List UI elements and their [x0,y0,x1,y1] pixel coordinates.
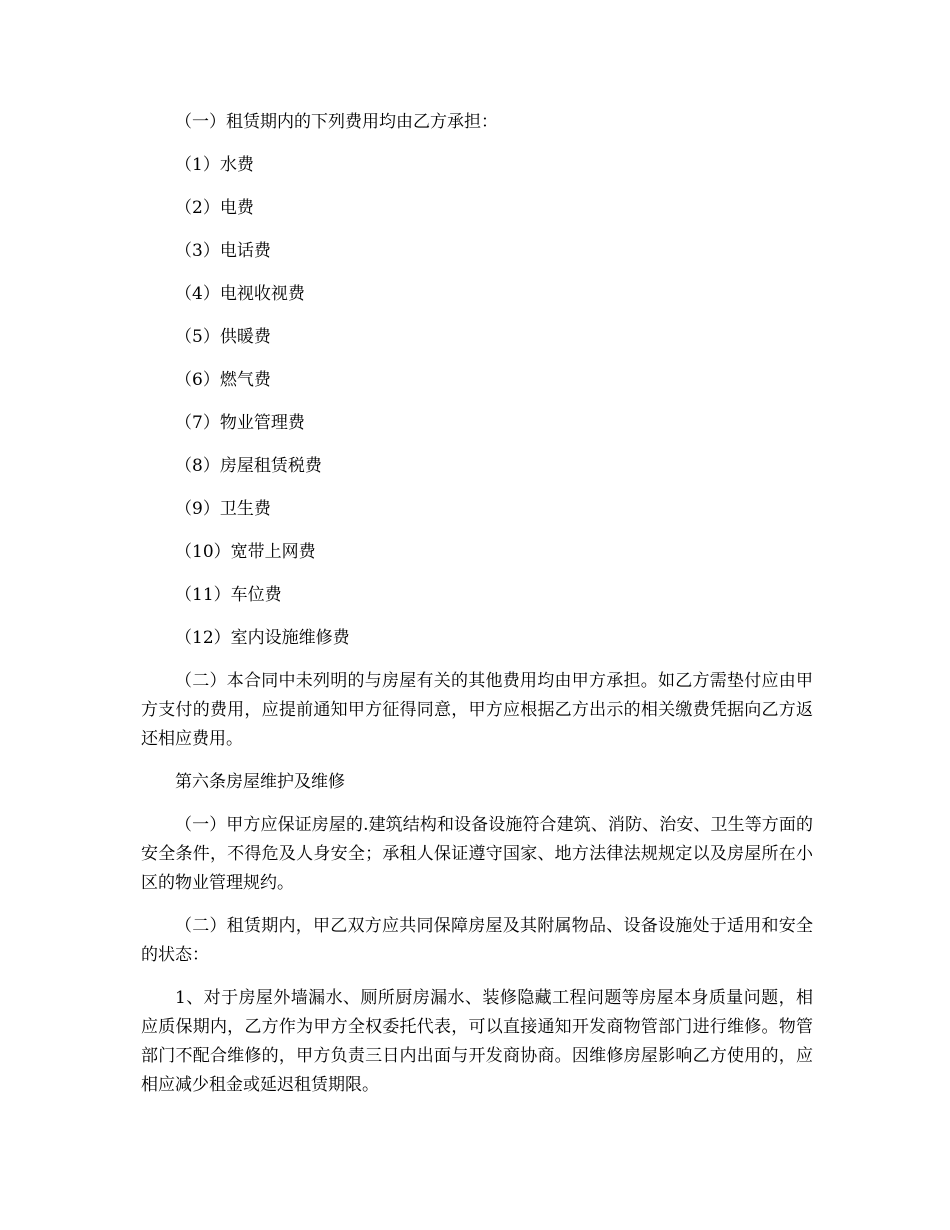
fee-list [141,151,813,653]
fee-item: （3）电话费 [175,241,271,261]
fee-item: （2）电费 [175,198,254,218]
article-6-heading: 第六条房屋维护及维修 [175,772,345,792]
fee-item: （10）宽带上网费 [175,542,316,562]
fee-item: （1）水费 [175,155,254,175]
fee-item: （4）电视收视费 [175,284,305,304]
fee-item: （12）室内设施维修费 [175,628,350,648]
other-fees-paragraph: （二）本合同中未列明的与房屋有关的其他费用均由甲方承担。如乙方需垫付应由甲方支付的费用，应提前通知甲方征得同意，甲方应根据乙方出示的相关缴费凭据向乙方返还相应费用。 [141,671,813,749]
fee-item: （6）燃气费 [175,370,271,390]
fee-item: （11）车位费 [175,585,282,605]
fee-item: （7）物业管理费 [175,413,305,433]
article-6-paragraph-3: 1、对于房屋外墙漏水、厕所厨房漏水、装修隐藏工程问题等房屋本身质量问题，相应质保期内，乙方作为甲方全权委托代表，可以直接通知开发商物管部门进行维修。物管部门不配合维修的，甲方负责三日内出面与开发商协商。因维修房屋影响乙方使用的，应相应减少租金或延迟租赁期限。 [141,988,813,1095]
fees-intro: （一）租赁期内的下列费用均由乙方承担： [175,112,498,132]
article-6-paragraph-2: （二）租赁期内，甲乙双方应共同保障房屋及其附属物品、设备设施处于适用和安全的状态： [141,916,813,965]
article-6-paragraph-1: （一）甲方应保证房屋的.建筑结构和设备设施符合建筑、消防、治安、卫生等方面的安全条件，不得危及人身安全；承租人保证遵守国家、地方法律法规规定以及房屋所在小区的物业管理规约。 [141,815,813,893]
fee-item: （8）房屋租赁税费 [175,456,322,476]
fee-item: （5）供暖费 [175,327,271,347]
document-page [141,108,813,1100]
fee-item: （9）卫生费 [175,499,271,519]
